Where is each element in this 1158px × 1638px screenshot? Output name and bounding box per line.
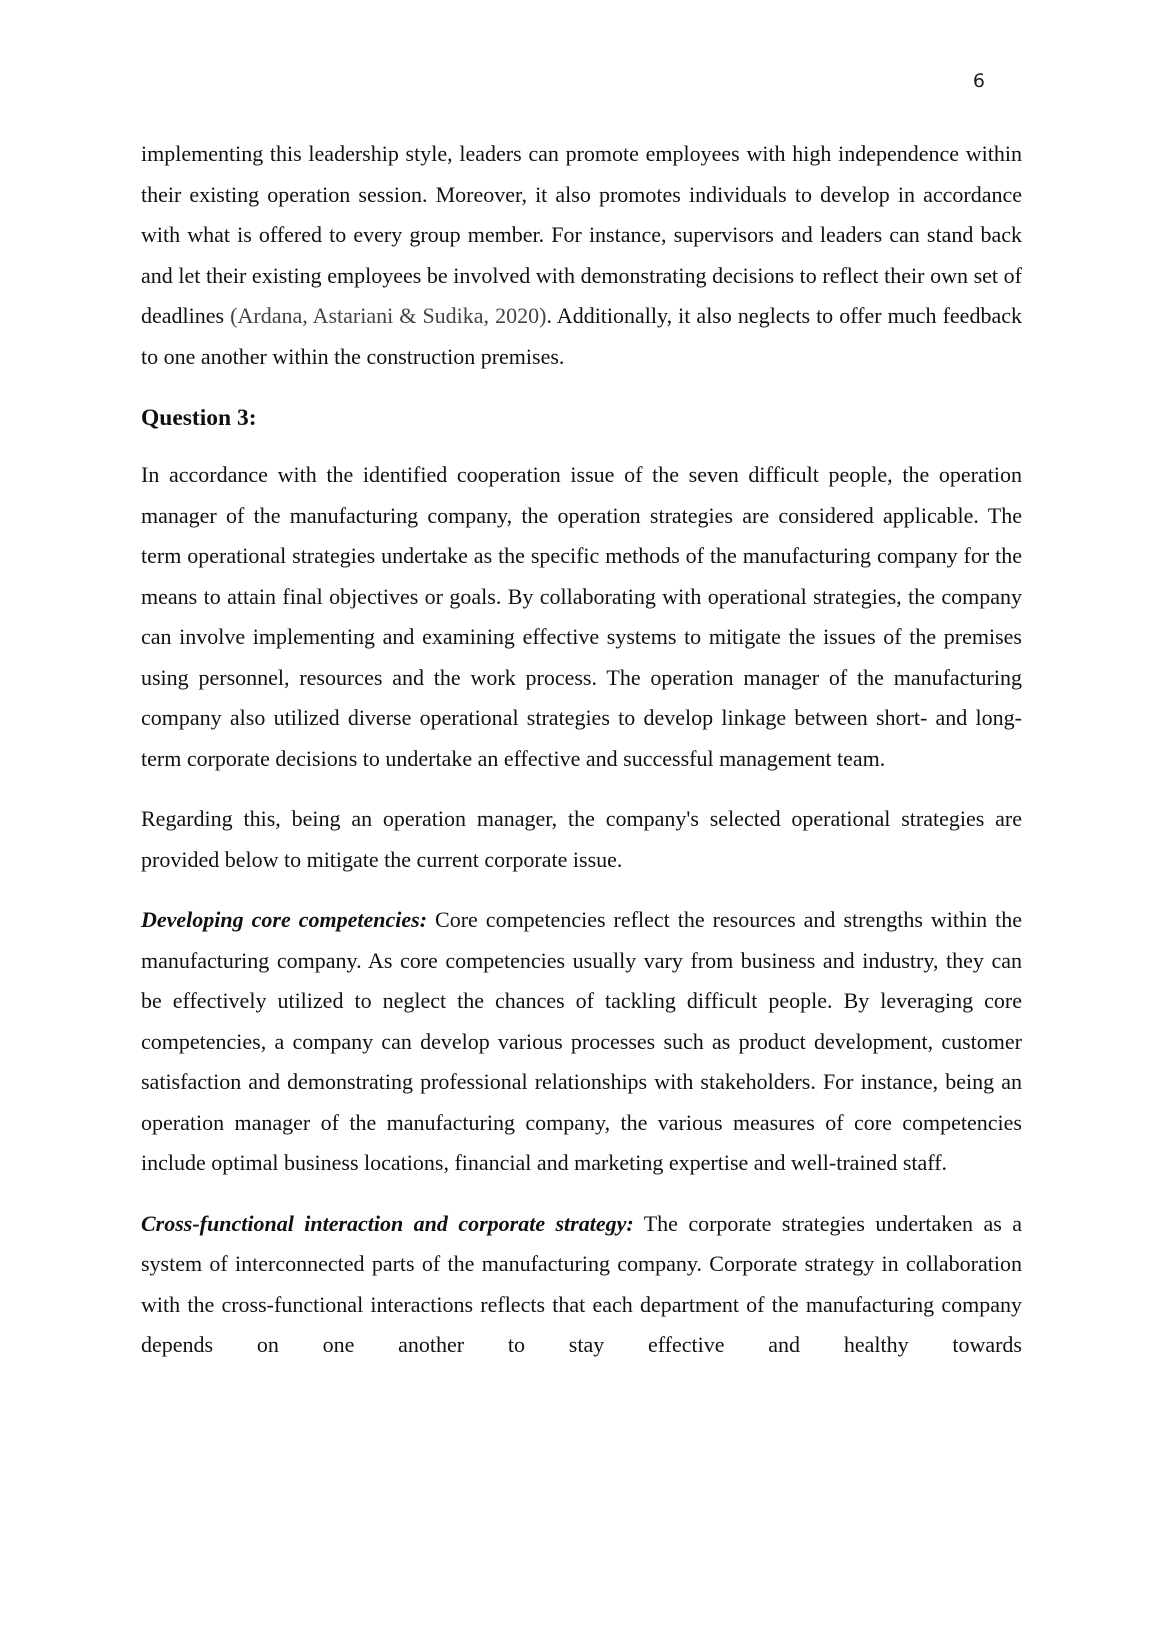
citation: (Ardana, Astariani & Sudika, 2020) (230, 303, 547, 328)
paragraph-cross-functional (141, 1204, 1022, 1366)
document-body (141, 134, 1022, 1386)
paragraph-text: . Additionally, it also neglects to offer much feedback to one another within the construction premises. (141, 303, 1022, 369)
page-number: 6 (972, 70, 985, 92)
paragraph-text: implementing this leadership style, leaders can promote employees with high independence within their existing operation session. Moreover, it also promotes individuals to develop in accordance with what is offered to every group member. For instance, supervisors and leaders can stand back and let their existing employees be involved with demonstrating decisions to reflect their own set of deadlines (141, 141, 1022, 328)
paragraph-text: The corporate strategies undertaken as a system of interconnected parts of the manufacturing company. Corporate strategy in collaboration with the cross-functional interactions reflects that each department of the manufacturing company depends on one another to stay effective and healthy towards (141, 1210, 1022, 1357)
paragraph-text: Core competencies reflect the resources and strengths within the manufacturing company. As core competencies usually vary from business and industry, they can be effectively utilized to neglect the chances of tackling difficult people. By leveraging core competencies, a company can develop various processes such as product development, customer satisfaction and demonstrating professional relationships with stakeholders. For instance, being an operation manager of the manufacturing company, the various measures of core competencies include optimal business locations, financial and marketing expertise and well-trained staff. (141, 907, 1022, 1175)
paragraph-operation-strategies: In accordance with the identified cooperation issue of the seven difficult people, the operation manager of the manufacturing company, the operation strategies are considered applicable. The term operational strategies undertake as the specific methods of the manufacturing company for the means to attain final objectives or goals. By collaborating with operational strategies, the company can involve implementing and examining effective systems to mitigate the issues of the premises using personnel, resources and the work process. The operation manager of the manufacturing company also utilized diverse operational strategies to develop linkage between short- and long-term corporate decisions to undertake an effective and successful management team. (141, 462, 1022, 771)
paragraph-leadership-style (141, 134, 1022, 377)
paragraph-selected-strategies: Regarding this, being an operation manager, the company's selected operational strategies are provided below to mitigate the current corporate issue. (141, 806, 1022, 872)
section-heading-question-3: Question 3: (141, 405, 257, 431)
run-in-heading-core-competencies: Developing core competencies: (141, 907, 428, 932)
paragraph-core-competencies (141, 900, 1022, 1184)
run-in-heading-cross-functional: Cross-functional interaction and corporate strategy: (141, 1210, 634, 1236)
